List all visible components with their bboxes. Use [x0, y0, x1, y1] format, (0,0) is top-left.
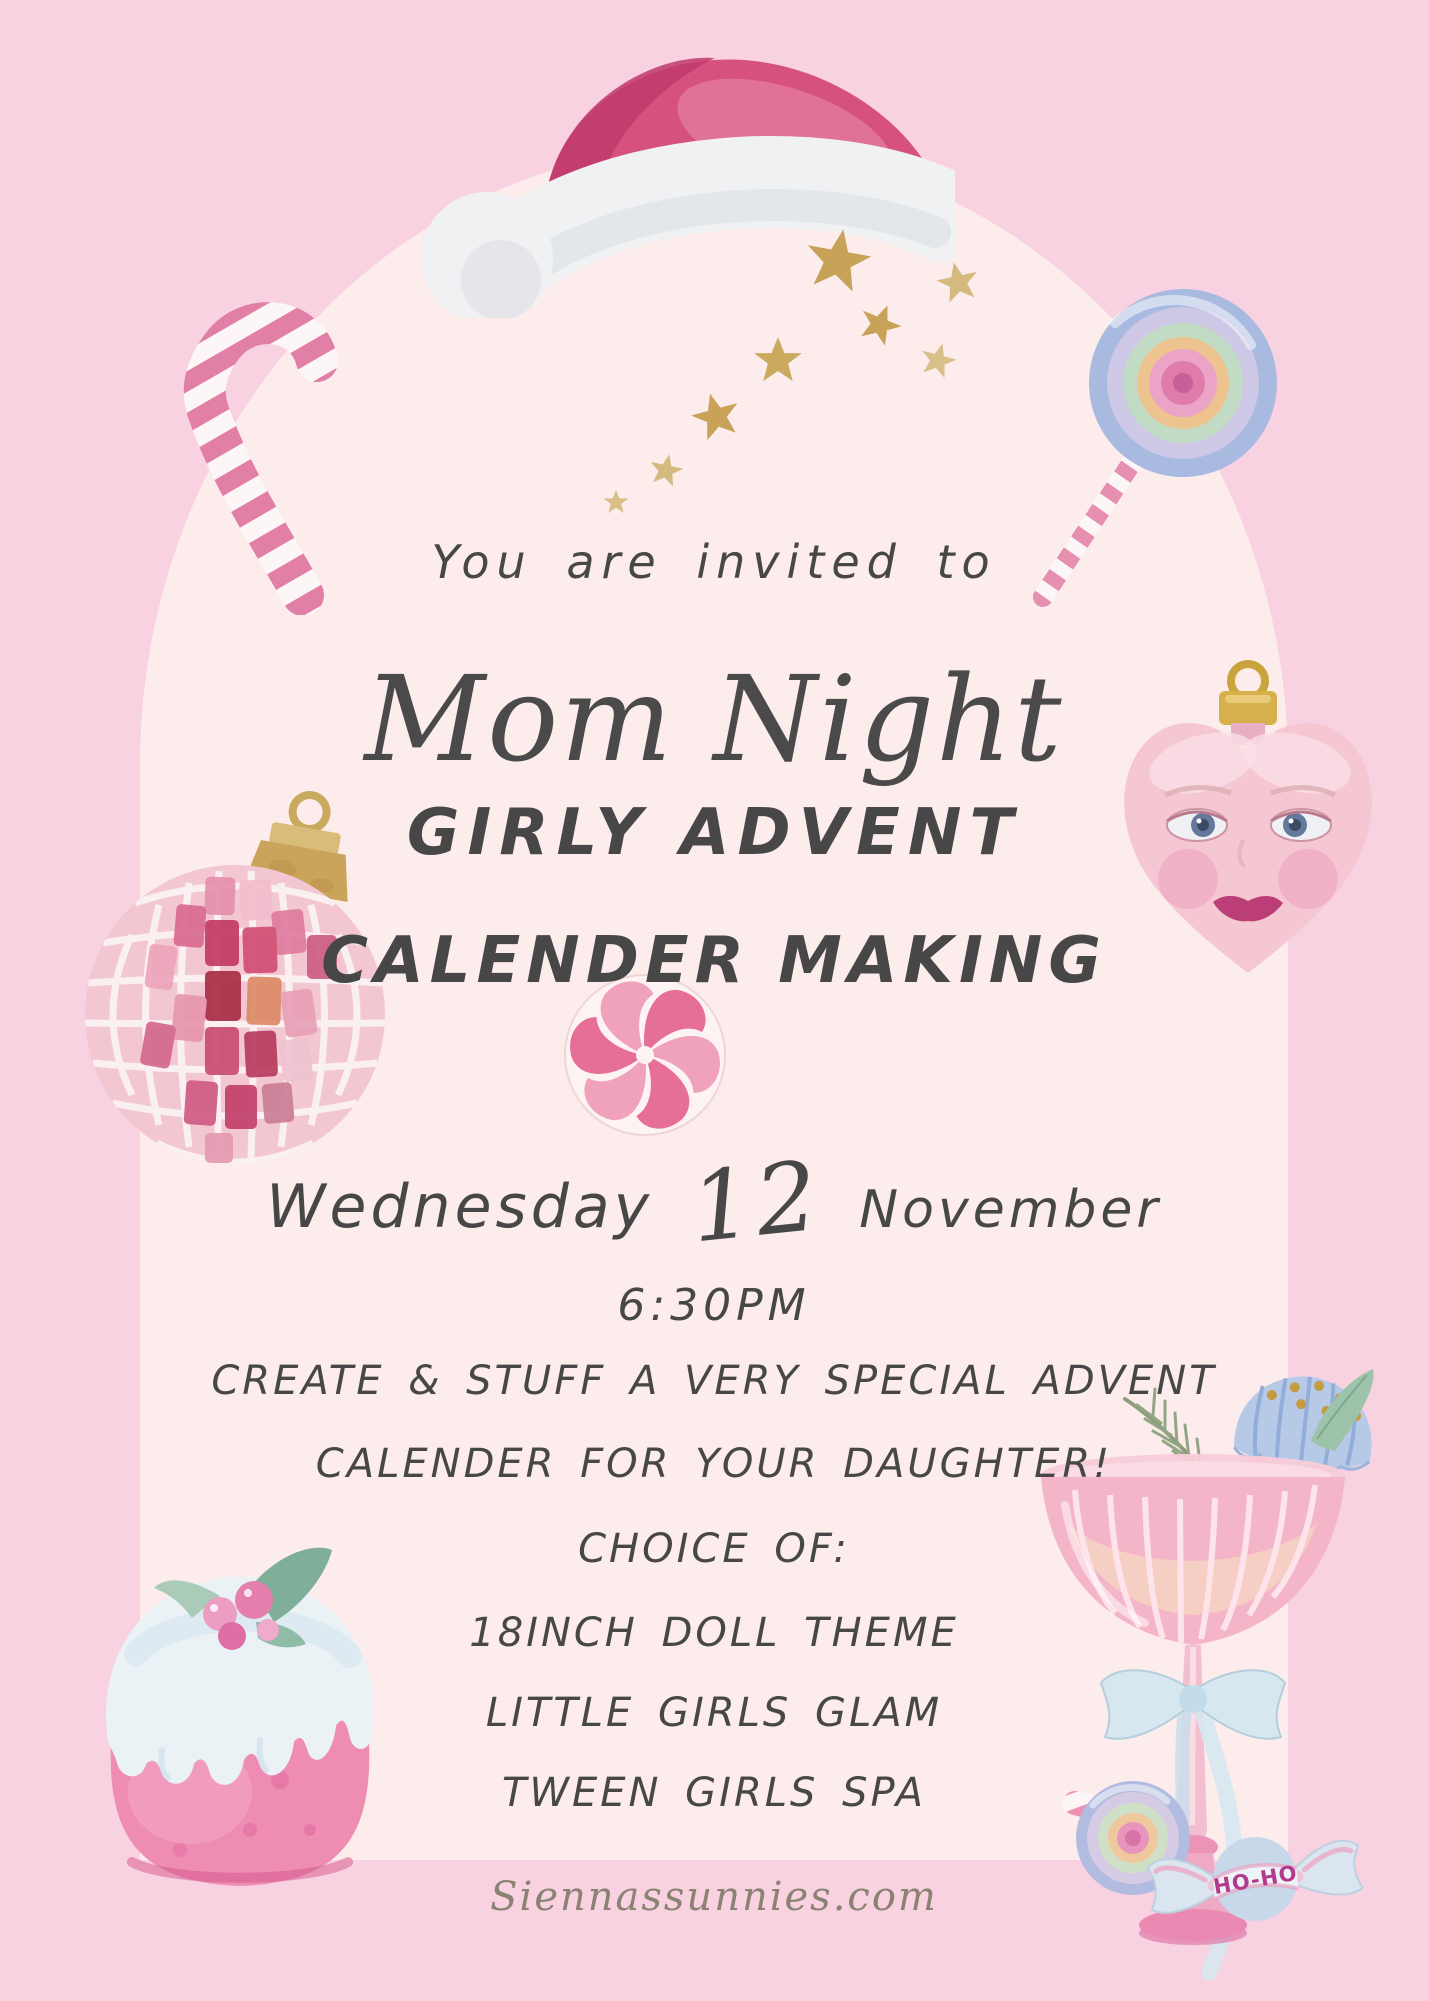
website-text: Siennassunnies.com	[490, 1874, 938, 1920]
date-month: November	[859, 1180, 1162, 1240]
description-line-2: CALENDER FOR YOUR DAUGHTER!	[315, 1441, 1113, 1487]
event-time: 6:30PM	[617, 1280, 811, 1331]
event-title-script: Mom Night	[364, 650, 1064, 788]
date-line	[140, 1139, 1288, 1265]
event-title-line2: GIRLY ADVENT	[406, 796, 1022, 870]
description-line-1: CREATE & STUFF A VERY SPECIAL ADVENT	[211, 1358, 1217, 1404]
choice-heading: CHOICE OF:	[578, 1526, 850, 1572]
option-tween-spa: TWEEN GIRLS SPA	[501, 1770, 927, 1816]
gold-stars-illustration	[590, 220, 1010, 530]
option-girls-glam: LITTLE GIRLS GLAM	[485, 1690, 943, 1736]
date-day-number: 12	[685, 1139, 827, 1265]
date-weekday: Wednesday	[266, 1172, 654, 1242]
intro-text: You are invited to	[431, 535, 997, 589]
candy-wrapper-text: HO-HO	[1211, 1860, 1300, 1900]
event-title-line3: CALENDER MAKING	[321, 924, 1107, 998]
option-doll-theme: 18INCH DOLL THEME	[469, 1610, 959, 1656]
